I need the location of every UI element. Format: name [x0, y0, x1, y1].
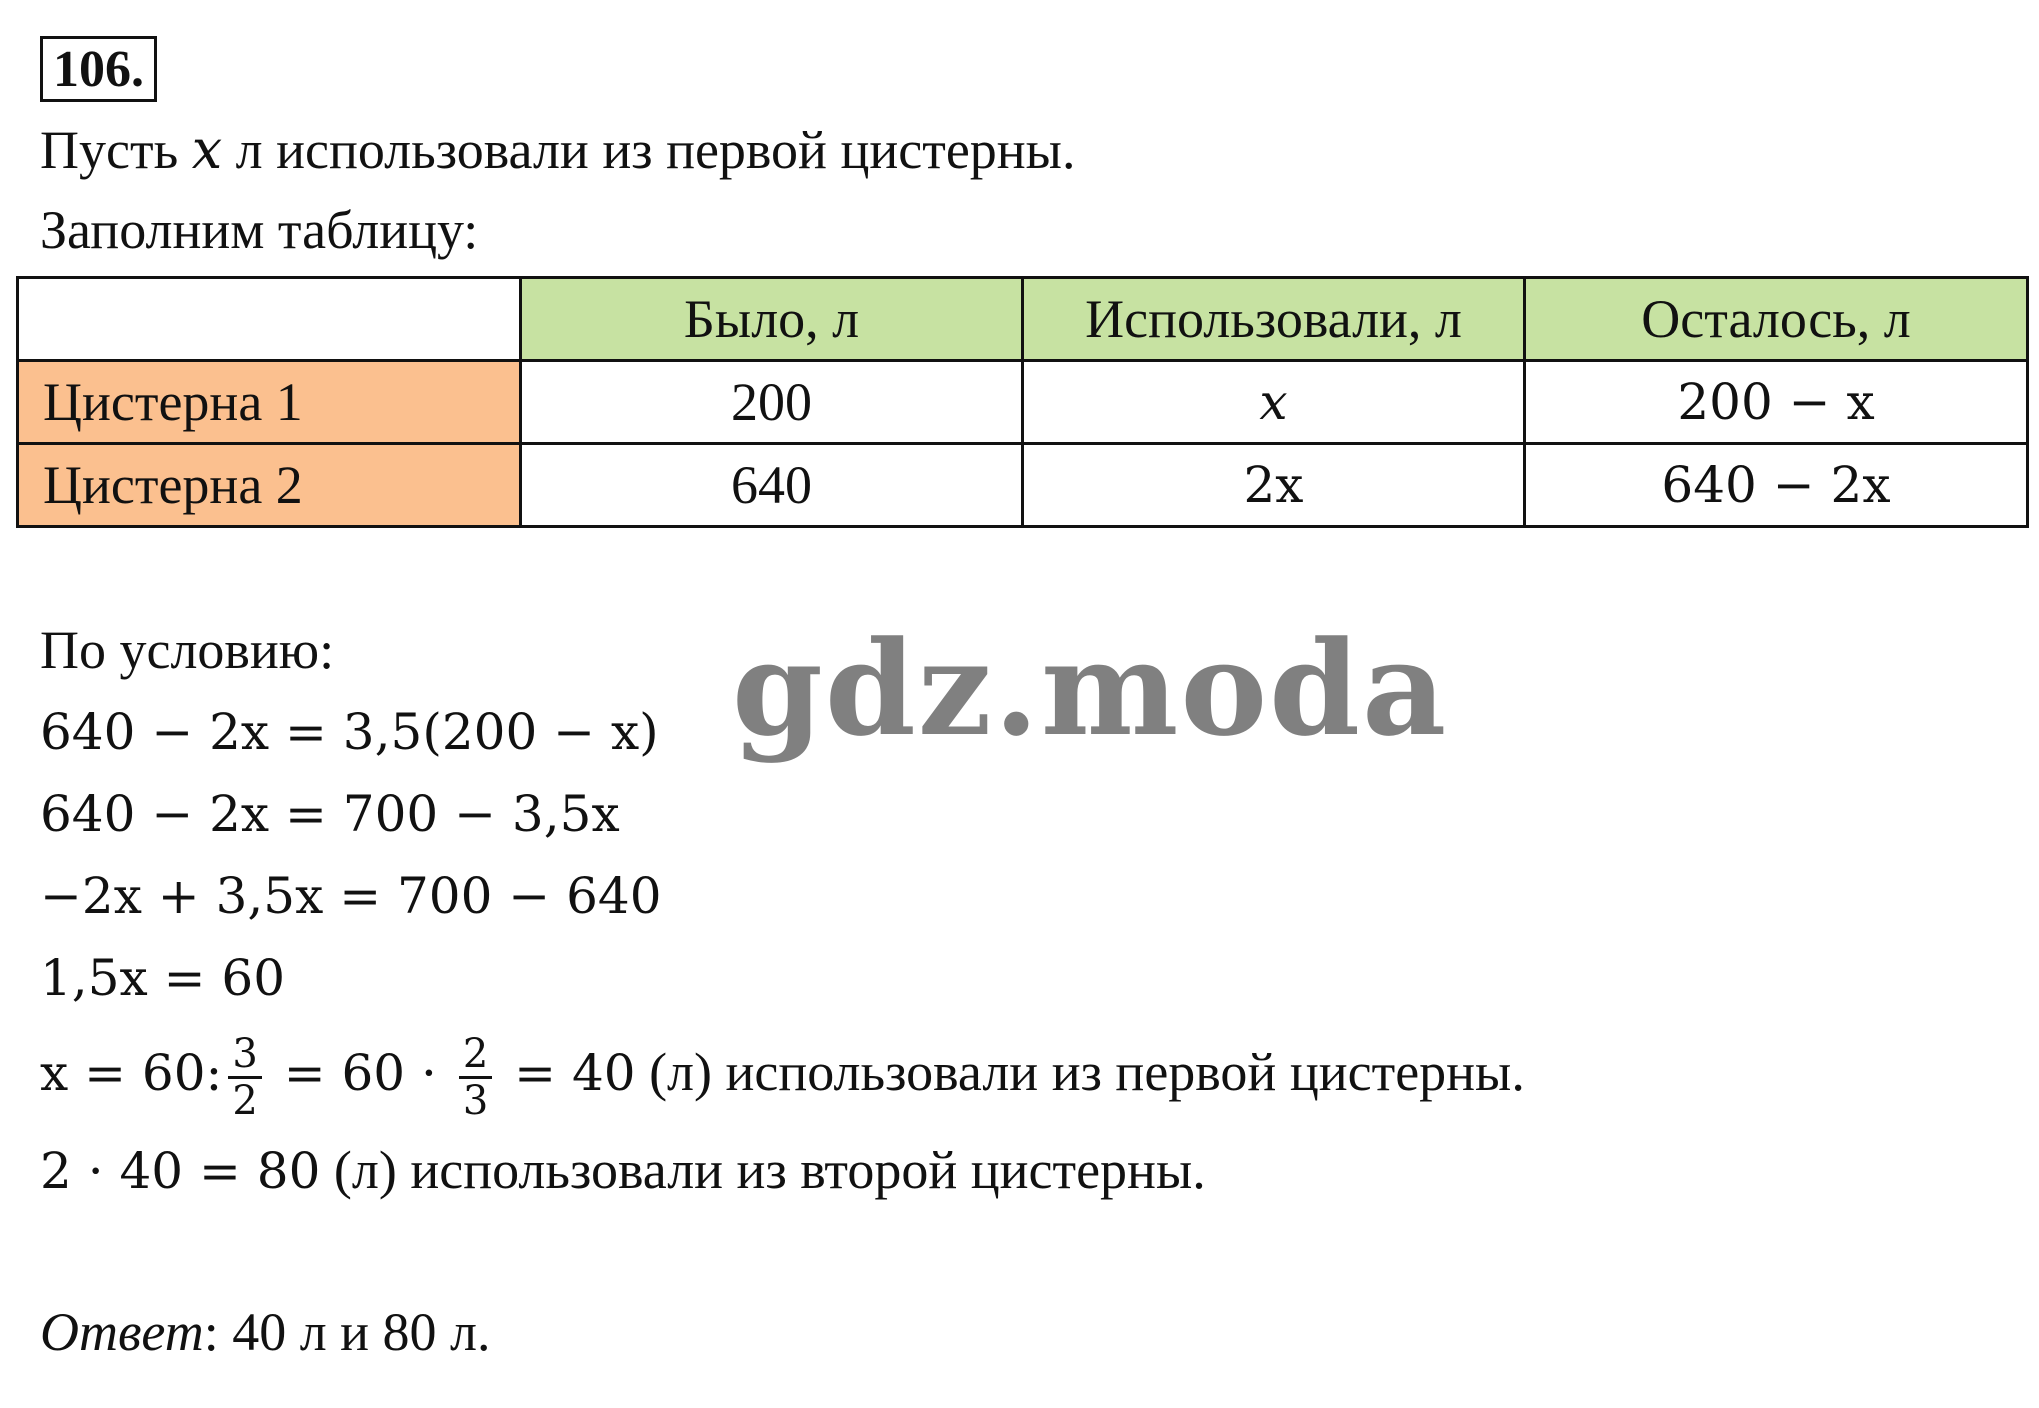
fraction-three-halves [228, 1032, 261, 1123]
eq6-text: (л) использовали из второй цистерны. [320, 1140, 1206, 1200]
fraction-denominator: 2 [232, 1078, 258, 1124]
fraction-denominator: 3 [462, 1078, 489, 1124]
intro-line-1 [40, 118, 1075, 182]
col-header-left: Осталось, л [1525, 278, 2028, 361]
row-label-tank-2: Цистерна 2 [18, 444, 521, 527]
condition-label: По условию: [40, 620, 335, 680]
row-label-tank-1: Цистерна 1 [18, 361, 521, 444]
table-row [18, 444, 2028, 527]
eq5-part-a: x = 60: [40, 1043, 223, 1102]
equation-6 [40, 1138, 1206, 1203]
equation-3: −2x + 3,5x = 700 − 640 [40, 867, 662, 925]
fraction-numerator: 3 [228, 1032, 261, 1079]
answer-line [40, 1300, 490, 1364]
cell-was: 640 [521, 444, 1023, 527]
table-header-row [18, 278, 2028, 361]
watermark-logo: gdz.moda [732, 612, 1449, 765]
problem-number: 106. [40, 36, 157, 102]
table-row [18, 361, 2028, 444]
fraction-numerator: 2 [459, 1032, 492, 1079]
equation-4: 1,5x = 60 [40, 949, 286, 1007]
equation-5 [40, 1032, 1525, 1123]
intro-text-before: Пусть [40, 120, 192, 180]
table-corner-cell [18, 278, 521, 361]
fraction-two-thirds [459, 1032, 492, 1123]
equation-1: 640 − 2x = 3,5(200 − x) [40, 703, 659, 761]
eq5-part-c: = 40 [498, 1043, 636, 1102]
eq6-math: 2 · 40 = 80 [40, 1142, 321, 1200]
answer-label: Ответ [40, 1302, 204, 1362]
answer-text: : 40 л и 80 л. [203, 1302, 491, 1362]
cell-used: 2x [1023, 444, 1525, 527]
cell-left: 200 − x [1525, 361, 2028, 444]
cell-used: x [1023, 361, 1525, 444]
col-header-used: Использовали, л [1023, 278, 1525, 361]
eq5-part-b: = 60 · [267, 1043, 453, 1102]
col-header-was: Было, л [521, 278, 1023, 361]
intro-variable: x [191, 118, 223, 181]
intro-text-after: л использовали из первой цистерны. [222, 120, 1076, 180]
eq5-text: (л) использовали из первой цистерны. [635, 1041, 1525, 1102]
intro-line-2: Заполним таблицу: [40, 200, 479, 260]
cell-left: 640 − 2x [1525, 444, 2028, 527]
cell-was: 200 [521, 361, 1023, 444]
data-table [16, 276, 2029, 528]
equation-2: 640 − 2x = 700 − 3,5x [40, 785, 620, 843]
